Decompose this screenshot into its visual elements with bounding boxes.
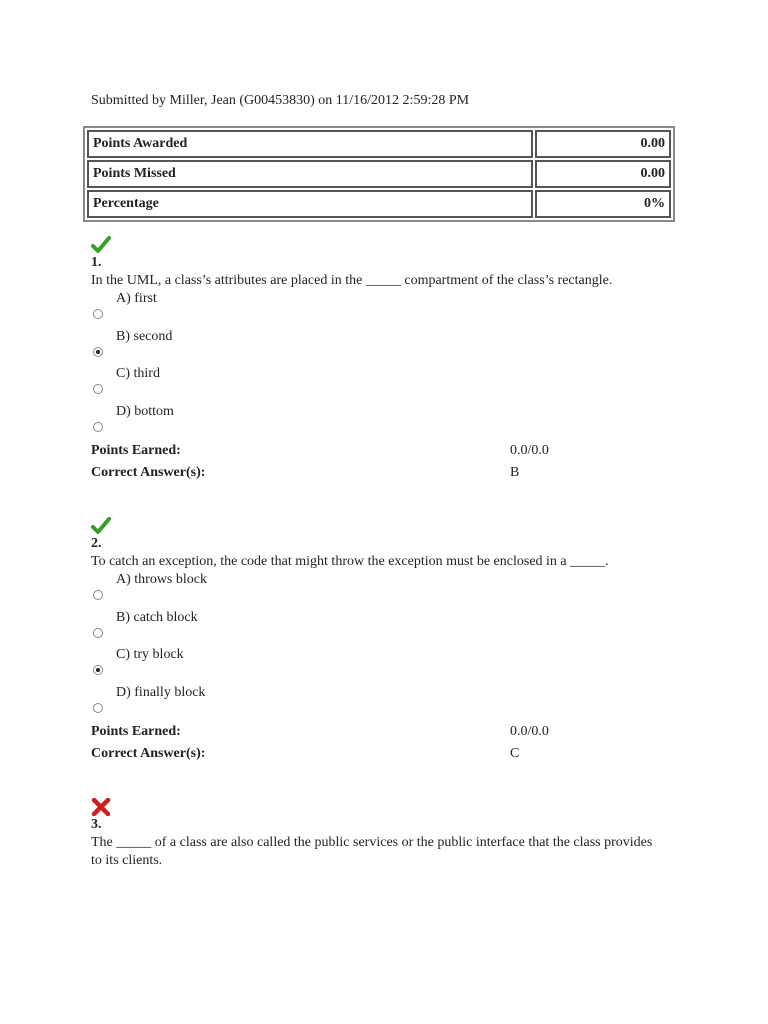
correct-answer-row [91,743,691,765]
option-label: B) catch block [116,609,198,625]
option-radio[interactable] [93,590,103,600]
score-summary-table [83,126,675,222]
option-label: C) try block [116,647,184,662]
points-earned-label: Points Earned: [91,443,181,458]
question-2 [91,517,691,765]
question-text: In the UML, a class’s attributes are placed in the _____ compartment of the class’s rectangle. [91,273,613,288]
question-3 [91,798,661,870]
option-radio[interactable] [93,703,103,713]
option-label: C) third [116,366,160,381]
correct-answer-value: C [510,746,520,761]
question-text: The _____ of a class are also called the public services or the public interface that the class provides to its clients. [91,835,653,868]
correct-answer-value: B [510,465,520,480]
points-earned-value: 0.0/0.0 [510,724,549,739]
question-1 [91,236,691,484]
option-radio[interactable] [93,422,103,432]
answer-option[interactable] [91,684,691,722]
summary-value: 0% [535,190,671,218]
answer-option[interactable] [91,365,691,403]
summary-label: Points Awarded [87,130,533,158]
option-radio[interactable] [93,384,103,394]
incorrect-x-icon [91,798,111,816]
correct-checkmark-icon [91,236,111,254]
option-label: A) first [116,291,157,306]
summary-label: Percentage [87,190,533,218]
option-radio-selected[interactable] [93,665,103,675]
answer-options [91,290,691,440]
submission-info: Submitted by Miller, Jean (G00453830) on 11/16/2012 2:59:28 PM [91,93,470,108]
answer-option[interactable] [91,403,691,441]
question-number: 3. [91,817,102,832]
summary-row-points-missed [87,160,671,188]
answer-option[interactable] [91,571,691,609]
correct-answer-label: Correct Answer(s): [91,746,206,761]
option-radio-selected[interactable] [93,347,103,357]
option-radio[interactable] [93,628,103,638]
option-label: D) finally block [116,684,206,700]
question-number: 2. [91,536,102,551]
answer-option[interactable] [91,646,691,684]
correct-answer-row [91,462,691,484]
answer-option[interactable] [91,328,691,366]
option-label: A) throws block [116,572,207,587]
summary-label: Points Missed [87,160,533,188]
answer-options [91,571,691,721]
points-earned-value: 0.0/0.0 [510,443,549,458]
option-radio[interactable] [93,309,103,319]
answer-option[interactable] [91,609,691,647]
question-number: 1. [91,255,102,270]
answer-option[interactable] [91,290,691,328]
summary-row-points-awarded [87,130,671,158]
option-label: B) second [116,328,173,344]
summary-row-percentage [87,190,671,218]
points-earned-row [91,440,691,462]
points-earned-label: Points Earned: [91,724,181,739]
correct-checkmark-icon [91,517,111,535]
points-earned-row [91,721,691,743]
summary-value: 0.00 [535,160,671,188]
option-label: D) bottom [116,403,174,419]
summary-value: 0.00 [535,130,671,158]
question-text: To catch an exception, the code that might throw the exception must be enclosed in a _____. [91,554,609,569]
correct-answer-label: Correct Answer(s): [91,465,206,480]
